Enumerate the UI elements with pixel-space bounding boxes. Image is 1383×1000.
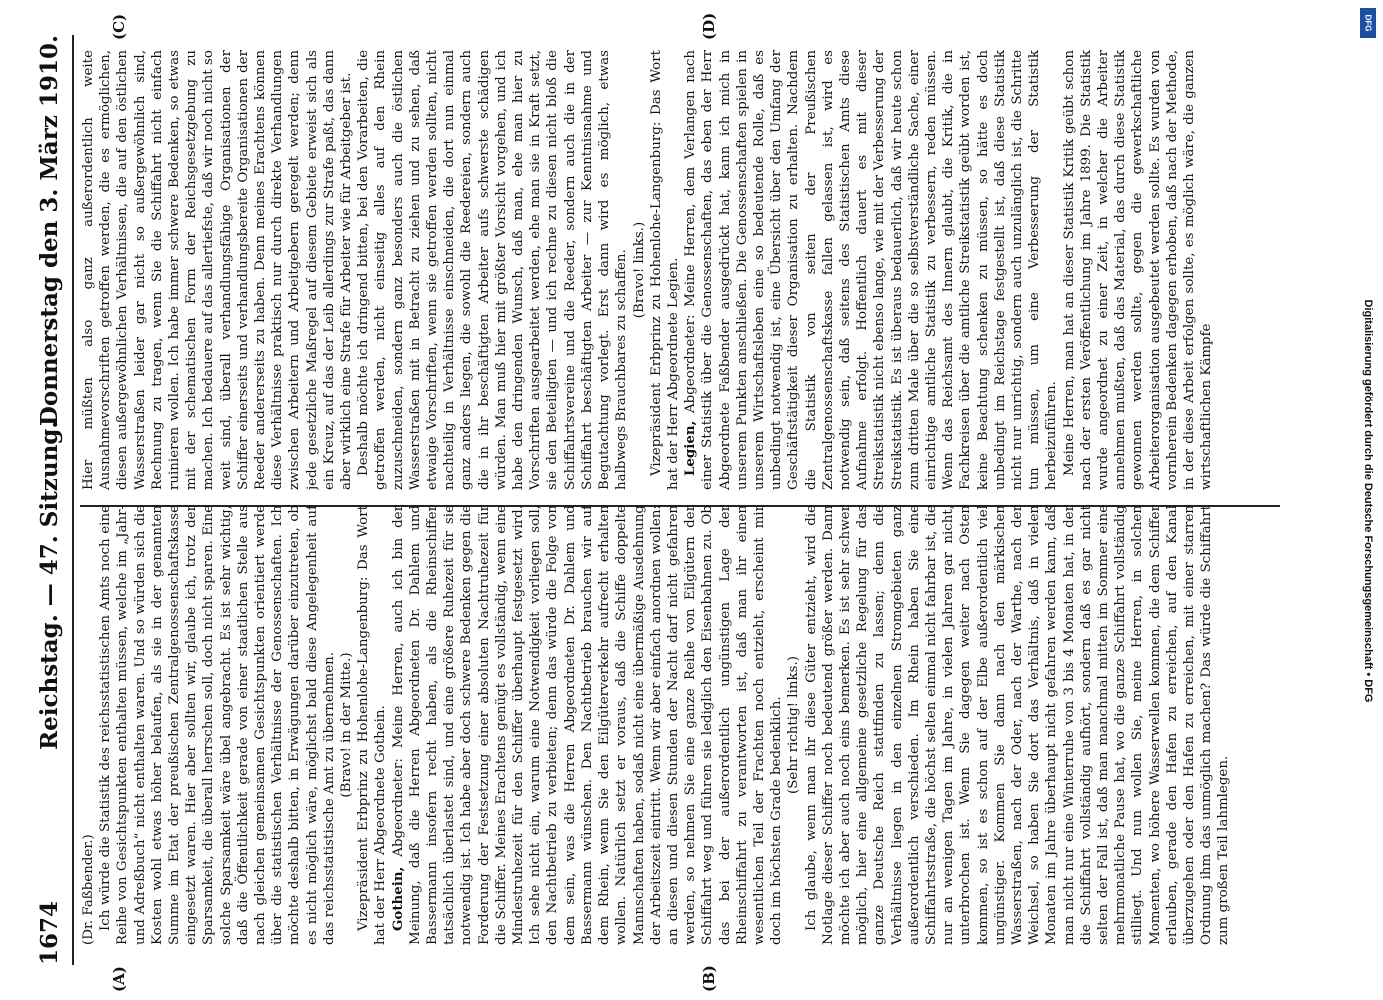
- paragraph: Hier müßten also ganz außerordentlich weite Ausnahmevorschriften getroffen werden, die es ermöglichen, diesen außergewöhnlichen Verhältnissen, die auf den östlichen Wasserstraßen leider gar nicht so außergewöhnlich sind, Rechnung zu tragen, wenn Sie die Schiffahrt nicht einfach ruinieren wollen. Ich habe immer schwere Bedenken, so etwas mit der schematischen Form der Reichsgesetzgebung zu machen. Ich bedauere auf das allertiefste, daß wir noch nicht so weit sind, überall verhandlungsfähige Organisationen der Schiffer einerseits und verhandlungsbereite Organisationen der Reeder andererseits zu haben. Denn meines Erachtens können diese Verhältnisse praktisch nur durch direkte Verhandlungen zwischen Arbeitern und Arbeitgebern geregelt werden; denn jede gesetzliche Maßregel auf diesem Gebiete erweist sich als ein Kreuz, auf das der Leib allerdings zur Strafe paßt, das dann aber wirklich eine Strafe für Arbeiter wie für Arbeitgeber ist.: [81, 50, 355, 490]
- president-statement: Vizepräsident Erbprinz zu Hohenlohe-Langenburg: Das Wort hat der Herr Abgeordnete Gothein.: [356, 505, 389, 945]
- digitization-credit: [1358, 8, 1378, 993]
- paragraph-text: Abgeordneter: Meine Herren, auch ich bin der Meinung, daß die Herren Abgeordneten Dr. Dahlem und Bassermann insofern recht haben, als die Rheinschiffer tatsächlich überlastet sind, und eine größere Ruhezeit für sie notwendig ist. Ich habe aber doch schwere Bedenken gegen die Forderung der Festsetzung einer absoluten Nachtruhezeit für die Schiffer. Meines Erachtens genügt es vollständig, wenn eine Mindestruhezeit für den Schiffer überhaupt festgesetzt wird. Ich sehe nicht ein, warum eine Notwendigkeit vorliegen soll, den Nachtbetrieb zu verbieten; denn das würde die Folge von dem sein, was die Herren Abgeordneten Dr. Dahlem und Bassermann wünschen. Den Nachtbetrieb brauchen wir auf dem Rhein, wenn Sie den Eilgüterverkehr aufrecht erhalten wollen. Natürlich setzt er voraus, daß die Schiffe doppelte Mannschaften haben, sodaß nicht eine übermäßige Ausdehnung der Arbeitszeit eintritt. Wenn wir aber einfach anordnen wollen: an diesen und diesen Stunden der Nacht darf nicht gefahren werden, so nehmen Sie eine ganze Reihe von Eilgütern der Schiffahrt weg und führen sie lediglich den Eisenbahnen zu. Ob das bei der außerordentlich ungünstigen Lage der Rheinschiffahrt zu verantworten ist, daß man ihr einen wesentlichen Teil der Frachten noch entzieht, erscheint mir doch im höchsten Grade bedenklich.: [390, 505, 785, 945]
- paragraph: Deshalb möchte ich dringend bitten, bei den Vorarbeiten, die getroffen werden, nicht einseitig alles auf den Rhein zuzuschneiden, sondern ganz besonders auch die östlichen Wasserstraßen mit in Betracht zu ziehen und zu sehen, daß etwaige Vorschriften, wenn sie getroffen werden sollten, nicht nachteilig in Verhältnisse einschneiden, die dort nun einmal ganz anders liegen, die sowohl die Reedereien, sondern auch die in ihr beschäftigten Arbeiter aufs schwerste schädigen würden. Man muß hier mit größter Vorsicht vorgehen, und ich habe den dringenden Wunsch, daß man, ehe man hier zu Vorschriften ausgearbeitet werden, ehe man sie in Kraft setzt, sie den Beteiligten — und ich rechne zu diesen nicht bloß die Schiffahrtsvereine und die Reeder, sondern auch die in der Schiffahrt beschäftigten Arbeiter — zur Kenntnisnahme und Begutachtung vorlegt. Erst dann wird es möglich, etwas halbwegs Brauchbares zu schaffen.: [356, 50, 630, 490]
- dfg-logo-icon: DFG: [1360, 8, 1376, 38]
- president-statement: Vizepräsident Erbprinz zu Hohenlohe-Langenburg: Das Wort hat der Herr Abgeordnete Legien.: [648, 50, 681, 490]
- speaker-name: Gothein,: [389, 866, 406, 931]
- running-title: Reichstag. — 47. Sitzung.: [36, 420, 63, 750]
- left-column: [80, 505, 1300, 945]
- speaker-name: Legien,: [682, 420, 699, 476]
- interjection: (Bravo! in der Mitte.): [339, 652, 355, 798]
- margin-mark-d: (D): [700, 12, 718, 40]
- margin-mark-c: (C): [110, 13, 128, 40]
- interjection: (Sehr richtig! links.): [786, 656, 802, 794]
- running-header: [30, 35, 70, 965]
- interjection: (Bravo! links.): [631, 221, 647, 319]
- margin-mark-a: (A): [110, 966, 128, 992]
- paragraph: Meine Herren, man hat an dieser Statistik Kritik geübt schon nach der ersten Veröffentlichung im Jahre 1899. Die Statistik wurde angeordnet zu einer Zeit, in welcher die Arbeiter annehmen mußten, daß das Material, das durch diese Statistik gewonnen werden sollte, gegen die gewerkschaftliche Arbeiterorganisation ausgebeutet werden sollte. Es wurden von vornherein Bedenken dagegen erhoben, daß nach der Methode, in der diese Arbeit erfolgen sollte, es möglich wäre, die ganzen wirtschaftlichen Kämpfe: [1061, 50, 1215, 490]
- credit-text: Digitalisierung gefördert durch die Deutsche Forschungsgemeinschaft • DFG: [1362, 299, 1374, 702]
- session-date: Donnerstag den 3. März 1910.: [36, 35, 63, 427]
- paragraph: Ich würde die Statistik des reichsstatistischen Amts noch eine Reihe von Gesichtspunkten enthalten müssen, welche im „Jahr- und Adreßbuch“ nicht enthalten waren. Und so würden sich die Kosten wohl etwas höher belaufen, als sie in der genannten Summe im Etat der preußischen Zentralgenossenschaftskasse eingesetzt waren. Hier aber sollten wir, glaube ich, trotz der Sparsamkeit, die überall herrschen soll, doch nicht sparen. Eine solche Sparsamkeit wäre übel angebracht. Es ist sehr wichtig, daß die Öffentlichkeit gerade von einer staatlichen Stelle aus nach gleichen gemeinsamen Gesichtspunkten orientiert werde über die statistischen Verhältnisse der Genossenschaften. Ich möchte deshalb bitten, in Erwägungen darüber einzutreten, ob es nicht möglich wäre, möglichst bald diese Angelegenheit auf das reichsstatistische Amt zu übernehmen.: [98, 505, 337, 945]
- paragraph-text: Abgeordneter: Meine Herren, dem Verlangen nach einer Statistik über die Genossenschaften, das eben der Herr Abgeordnete Faßbender ausgedrückt hat, kann ich mich in unserem Punkten anschließen. Die Genossenschaften spielen in unserem Wirtschaftsleben eine so bedeutende Rolle, daß es unbedingt notwendig ist, eine Übersicht über den Umfang der Geschäftstätigkeit dieser Organisation zu erhalten. Nachdem die Statistik von seiten der Preußischen Zentralgenossenschaftskasse fallen gelassen ist, wird es notwendig sein, daß seitens des Statistischen Amts diese Aufnahme erfolgt. Hoffentlich dauert es mit dieser Streikstatistik nicht ebenso lange, wie mit der Verbesserung der Streikstatistik. Es ist überaus bedauerlich, daß wir heute schon zum dritten Male über die so selbstverständliche Sache, einer einrichtige amtliche Statistik zu verbessern, reden müssen. Wenn das Reichsamt des Innern glaubt, die Kritik, die in Fachkreisen über die amtliche Streikstatistik geübt worden ist, keine Beachtung schenken zu müssen, so hätte es doch unbedingt im Reichstage festgestellt ist, daß diese Statistik nicht nur unrichtig, sondern auch unzulänglich ist, die Schritte tun müssen, um eine Verbesserung der Statistik herbeizuführen.: [683, 50, 1060, 490]
- speaker-note: (Dr. Faßbender.): [81, 834, 96, 945]
- header-rule: [72, 35, 74, 965]
- margin-mark-b: (B): [700, 965, 718, 992]
- paragraph: Ich glaube, wenn man ihr diese Güter entzieht, wird die Notlage dieser Schiffer noch bedeutend größer werden. Dann möchte ich aber auch noch eins bemerken. Es ist sehr schwer möglich, hier eine allgemeine gesetzliche Regelung für das ganze Deutsche Reich stattfinden zu lassen; denn die Verhältnisse liegen in den einzelnen Stromgebieten ganz außerordentlich verschieden. Im Rhein haben Sie eine Schiffahrtsstraße, die höchst selten einmal nicht fahrbar ist, die nur an wenigen Tagen im Jahre, in vielen Jahren gar nicht, unterbrochen ist. Wenn Sie dagegen weiter nach Osten kommen, so ist es schon auf der Elbe außerordentlich viel ungünstiger. Kommen Sie dann nach den märkischen Wasserstraßen, nach der Oder, nach der Warthe, nach der Weichsel, so haben Sie dort das Verhältnis, daß in vielen Monaten im Jahre überhaupt nicht gefahren werden kann, daß man nicht nur eine Winterruhe von 3 bis 4 Monaten hat, in der die Schiffahrt vollständig aufhört, sondern daß es gar nicht selten der Fall ist, daß man manchmal mitten im Sommer eine mehrmonatliche Pause hat, wo die ganze Schiffahrt vollständig stilliegt. Und nun wollen Sie, meine Herren, in solchen Momenten, wo höhere Wasserwellen kommen, die dem Schiffer erlauben, gerade den Hafen zu erreichen, auf den Kanal überzugehen oder den Hafen zu erreichen, mit einer starren Ordnung ihm das unmöglich machen? Das würde die Schiffahrt zum großen Teil lahmlegen.: [803, 505, 1232, 945]
- paragraph: [682, 50, 1060, 490]
- page-number: 1674: [36, 900, 63, 965]
- right-column: [80, 50, 1300, 490]
- paragraph: [390, 505, 786, 945]
